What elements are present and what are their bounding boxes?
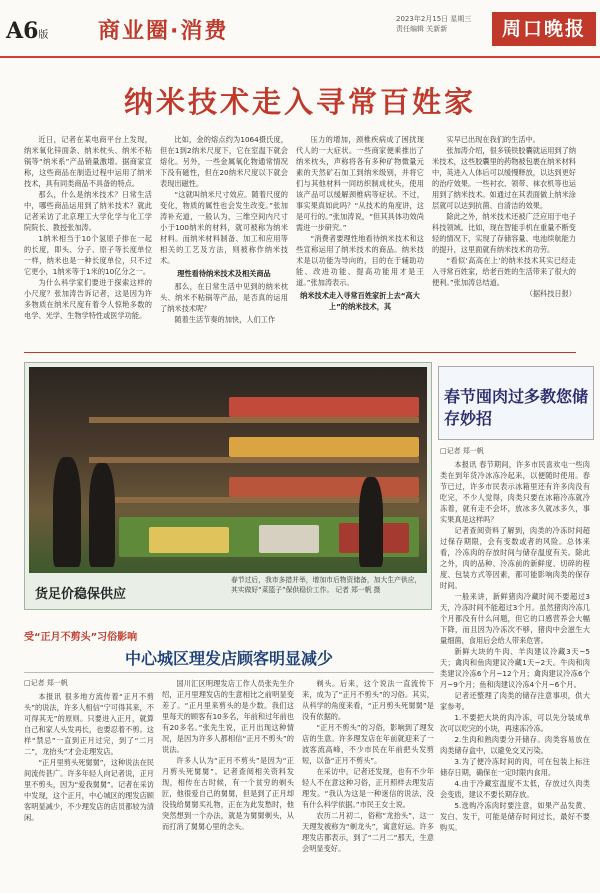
edition-info bbox=[396, 14, 506, 34]
photo-credit: 记者 郑一帆 摄 bbox=[335, 586, 381, 594]
main-headline: 纳米技术走入寻常百姓家 bbox=[123, 85, 476, 119]
paragraph: 那么，什么是纳米技术？日常生活中，哪些商品运用到了纳米技术？就此记者采访了北京理工大学化学与化工学院院长、教授张加涛。 bbox=[24, 190, 152, 232]
article2-title: 春节囤肉过多教您储存妙招 bbox=[444, 387, 589, 428]
article1-col1 bbox=[24, 134, 152, 348]
paragraph: “正月里剪头死舅舅”，这种说法在民间流传甚广。许多年轻人向记者说，正月里不剪头，因为“爱我舅舅”。记者在采访中发现，这个正月，中心城区的理发店顾客明显减少，不少理发店的店员都较为清闲。 bbox=[24, 758, 154, 822]
paragraph: 那么，在日常生活中见到的纳米枕头、纳米不粘锅等产品，是否真的运用了纳米技术呢？ bbox=[160, 282, 288, 313]
article1-col4 bbox=[432, 134, 576, 348]
paragraph: “看似‘高高在上’的纳米技术其实已经走入寻常百姓家，给老百姓的生活带来了很大的便利。”张加涛总结道。 bbox=[432, 256, 576, 287]
photo-caption-text: 春节过后，我市多措并举，增加市后物资储备，加大生产供应，其实做好“菜篮子”保供稳价工作。 bbox=[231, 576, 422, 594]
article3-col1 bbox=[24, 678, 154, 888]
byline: □记者 郑一帆 bbox=[440, 447, 484, 455]
section-title: 商业圈·消费 bbox=[98, 19, 229, 44]
photo-title: 货足价稳保供应 bbox=[35, 587, 127, 602]
paragraph: 张加涛介绍，很多镁铁胶囊就运用到了纳米技术，这些胶囊里的药物被包裹在纳米材料中，英进入人体后可以缓慢释放，以达到更好的治疗效果。一些衬衣、领带、袜衣机等也运用到了纳米技术。如通过在其表面做上纳米涂层就可以达到抗菌、自清洁的效果。 bbox=[432, 146, 576, 210]
paragraph: 记者还整理了肉类的储存注意事项，供大家参考。 bbox=[440, 691, 590, 711]
article1-col3 bbox=[296, 134, 424, 348]
page-header bbox=[0, 0, 600, 58]
paragraph: 本报讯 春节期间，许多市民喜欢屯一些肉类在到年货冷冰冻冷起来，以便随时使用。春节已过，许多市民表示冰箱里还有许多肉没有吃完，不少人觉得，肉类只要在冰箱冷冻就冷冻着，就有走不会坏，放冰多久就冰多久，事实果真是这样吗？ bbox=[440, 460, 590, 524]
paragraph: 5.选购冷冻肉时要注意，如果产品发黄、发白、发干，可能是储存时间过长，最好不要购买。 bbox=[440, 801, 590, 832]
paragraph: 1纳米相当于10个氢原子排在一起的长度，即头、分子、原子等长度单位一样，纳米也是一种长度单位，只不过它更小，1纳米等于1米的10亿分之一。 bbox=[24, 234, 152, 276]
issue-date: 2023年2月15日 星期三 bbox=[396, 15, 472, 23]
paragraph: 剃头。后来，这个说法一直流传下来，成为了“正月不剪头”的习俗。其实，从科学的角度来看，“正月剪头死舅舅”是没有依据的。 bbox=[302, 679, 434, 721]
paragraph: 随着生活节奏的加快，人们工作 bbox=[174, 315, 276, 324]
article3-col3 bbox=[302, 678, 434, 888]
paragraph: 实早已出现在我们的生活中。 bbox=[446, 135, 540, 144]
paragraph: 本报讯 很多地方流传着“正月不剪头”的说法，许多人相信“宁可得其来，不可得其无”的原则。只要进入正月，就算自己和家人头发再长，也要忍着不剪。这样“禁忌”一直到正月过完，到了“二月二”，龙抬头”才会走理发店。 bbox=[24, 692, 154, 756]
article3-title: 中心城区理发店顾客明显减少 bbox=[124, 649, 333, 668]
paragraph: 许多人认为“正月不剪头”是因为“正月剪头死舅舅”。记者查阅相关资料发现，相传在古时候，有一个贫穷的剃头匠，他很爱自己的舅舅，但是到了正月却没钱给舅舅买礼物，正在为此发愁时，他突然想到一个办法，就是为舅舅剃头，从而打消了舅舅心里的念头。 bbox=[162, 756, 294, 831]
photo-block bbox=[24, 362, 432, 610]
paragraph: 1.不要把大块的肉冷冻，可以先分装成单次可以吃完的小块，再速冻冷冻。 bbox=[440, 713, 590, 733]
paragraph: 近日，记者在某电商平台上发现，纳米氧化锌面条、纳米枕头、纳米不粘锅等“纳米系”产品销量激增。据商家宣称，这些商品在制造过程中运用了纳米技术，具有同类商品不具备的特点。 bbox=[24, 135, 152, 188]
paragraph: 为什么科学家们要进于探索这样的小尺度？张加涛告诉记者，这是因为许多物质在纳米尺度有着令人惊艳多数的电学、光学、生物学特性或医学功能。 bbox=[24, 278, 152, 320]
paragraph: 记者查阅资料了解到，肉类的冷冻时间超过保存期限，会有变数或者的风险。总体来看，冷冻肉的存放时间与储存温度有关。除此之外，肉的品种、冷冻前的新鲜度、切碎的程度、包装方式等因素，都可能影响肉类的保存时间。 bbox=[440, 526, 590, 590]
photo-caption bbox=[231, 575, 427, 595]
page-number-suffix: 版 bbox=[38, 30, 49, 41]
article3-kicker: 受“正月不剪头”习俗影响 bbox=[24, 632, 138, 643]
paragraph: 国川汇区明理发店工作人员张先生介绍，正月里理发店的生意相比之前明显变差了。“正月里来剪头的是少数。我们这里每天的顾客有10多名，年前和过年前也有20多名。”张先生说，正月出现这种情况，是因为许多人都相信“正月不剪头”的说法。 bbox=[162, 679, 294, 754]
paragraph: 压力的增加，颈椎疾病成了困扰现代人的一大症状。一些商家便乘推出了纳米枕头，声称将各有多种矿物微量元素的天然矿石加工到纳米级别，并将它们与其他材料一同纺织制成枕头，使用该产品可以缓解颈椎病等症状。不过，事实果真如此吗？“从技术的角度讲，这是可行的。”张加涛说，“但其具体功效尚需进一步研究。” bbox=[296, 135, 424, 232]
subheading: 纳米技术走入寻常百姓家折上去“高大上”的纳米技术，其 bbox=[300, 291, 420, 311]
subheading: 理性看待纳米技术及相关商品 bbox=[177, 269, 271, 278]
paragraph: 2.生肉和熟肉要分开储存。肉类容易放在肉类储存盒中，以避免交叉污染。 bbox=[440, 735, 590, 755]
paragraph: 一般来讲，新鲜猪肉冷藏时间不要超过3天，冷冻时间不能超过3个月。虽然猪肉冷冻几个月都没有什么问题，但它的口感营养会大幅下降，而且因为冷冻次不够，猪肉中会滋生大量细菌，食用后会给人带来危害。 bbox=[440, 592, 590, 645]
paragraph: 比如，金的熔点约为1064摄氏度，但在1到2纳米尺度下，它在室温下就会熔化。另外，一些金属氧化物通常情况下没有磁性，但在20纳米尺度以下就会表现出磁性。 bbox=[160, 135, 288, 188]
paragraph: 在采访中，记者还发现，也有不少年轻人不在意这种习俗，正月照样去理发店理发。“我认为这是一种迷信的说法，没有什么科学依据。”市民王女士说。 bbox=[302, 767, 434, 809]
supermarket-photo bbox=[29, 367, 427, 573]
article3-divider bbox=[24, 672, 434, 673]
editor-credit: 责任编辑 关新新 bbox=[396, 25, 448, 33]
article2-body bbox=[440, 446, 590, 886]
paragraph: “正月不剪头”的习俗，影响到了理发店的生意。许多理发店在年前就迎来了一波客流高峰，不少市民在年前把头发剪短，以备“正月不剪头”。 bbox=[302, 723, 434, 765]
page-number bbox=[6, 18, 48, 44]
article3-col2 bbox=[162, 678, 294, 888]
paragraph: 农历二月初二，俗称“龙抬头”，这一天理发被称为“剃龙头”，寓意好运。许多理发店都表示，到了“二月二”那天，生意会明显变好。 bbox=[302, 811, 434, 853]
byline: □记者 郑一帆 bbox=[24, 679, 68, 687]
paragraph: 除此之外，纳米技术还被广泛应用于电子科技领域。比如，现在智能手机在重量不断变轻的情况下，实现了存储容量、电池续航能力的提升，这里面就有纳米技术的功劳。 bbox=[432, 212, 576, 254]
source-credit: （据科技日报） bbox=[525, 289, 576, 298]
page-number-value: A6 bbox=[6, 18, 39, 44]
paragraph: “这就叫纳米尺寸效应。随着尺度的变化，物质的属性也会发生改变。”张加涛补充道，一般认为，三维空间内尺寸小于100纳米的材料，就可被称为纳米材料。而纳米材料制备、加工和应用等相关的工艺及方法，则被称作纳米技术。 bbox=[160, 190, 288, 265]
section-divider bbox=[24, 352, 576, 353]
paragraph: 4.由于冷藏室温度不太低，存放过久肉类会变质，建议不要长期存放。 bbox=[440, 779, 590, 799]
paragraph: 新鲜大块的牛肉、羊肉建议冷藏3天~5天；禽肉和鱼肉建议冷藏1天~2天。牛肉和肉类建议冷冻6个月~12个月；禽肉建议冷冻6个月~9个月；鱼和肉建议冷冻4个月~6个月。 bbox=[440, 647, 590, 689]
paragraph: “消费者要理性地看待纳米技术和这些宣称运用了纳米技术的商品。纳米技术是以功能为导向的，目的在于辅助功能、改进功能、提高功能用才是王道。”张加涛表示。 bbox=[296, 234, 424, 287]
masthead-logo: 周口晚报 bbox=[492, 12, 596, 46]
paragraph: 3.为了便冷冻时间的肉，可在包装上标注储存日期，确保在一定时限内食用。 bbox=[440, 757, 590, 777]
article1-col2 bbox=[160, 134, 288, 348]
